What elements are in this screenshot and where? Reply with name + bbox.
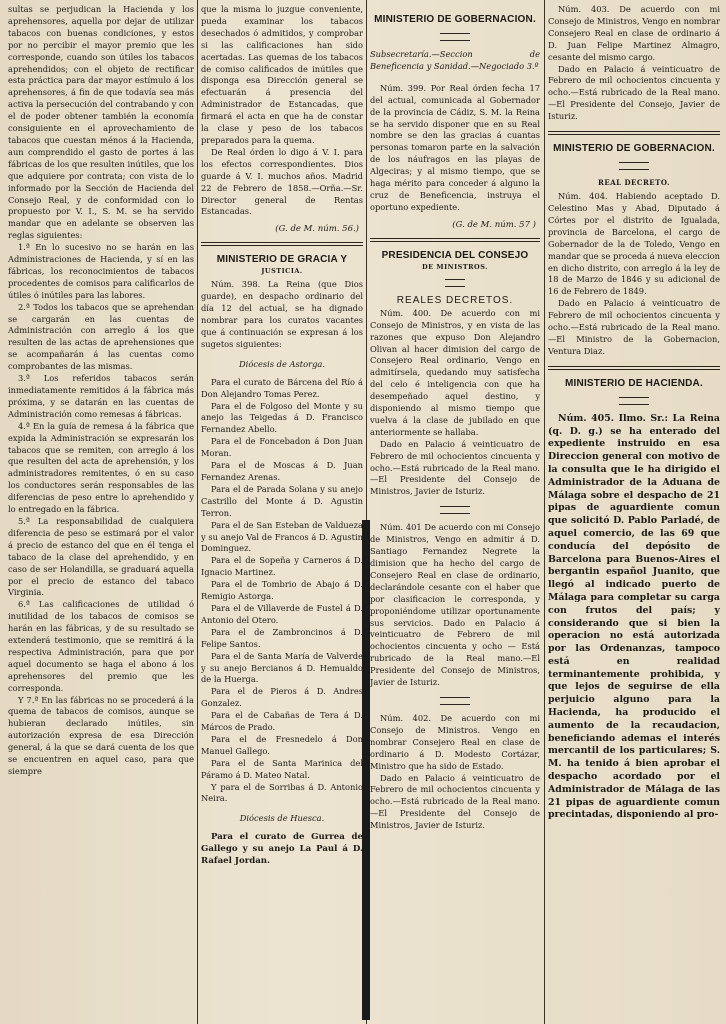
ministry-heading: MINISTERIO DE GOBERNACION. xyxy=(553,143,715,155)
divider xyxy=(370,238,540,242)
divider xyxy=(440,33,470,41)
appointment: Para el de Santa Marinica del Páramo á D. Mateo Natal. xyxy=(201,757,363,780)
decree-404: Núm. 404. Habiendo aceptado D. Celestino Mas y Abad, Diputado á Córtes por el distrito de Igualada, provincia de Barcelona, el cargo de Gobernador de la de Toledo, Vengo en mandar que se proceda á nueva eleccion en dicho distrito, con arreglo á la ley de 18 de Marzo de 1846 y su adicional de 16 de Febrero de 1849. xyxy=(548,191,720,297)
decree-403: Núm. 403. De acuerdo con mi Consejo de Ministros, Vengo en nombrar Consejero Real en clase de ordinario á D. Juan Felipe Martinez Almagro, cesante del mismo cargo. xyxy=(548,4,720,62)
decree-399: Núm. 399. Por Real órden fecha 17 del actual, comunicada al Gobernador de la provincia de Cádiz, S. M. la Reina se ha servido disponer que en su Real nombre se den las gracias á cuantas personas tomaron parte en la salvación de los náufragos en las playas de Algeciras; y al mismo tiempo, que se haga mérito para conceder á alguno la cruz de Beneficencia, instruya el oportuno expediente. xyxy=(370,82,540,212)
appointment: Para el de Tombrio de Abajo á D. Remigio Astorga. xyxy=(201,579,363,602)
paragraph: que la misma lo juzgue conveniente, pueda examinar los tabacos desechados ó admitidos, y comprobar si las calificaciones han sido acertadas. Las quemas de los tabacos de comiso calificados de inútiles que disponga esa Dirección general se efectuarán á presencia del Administrador de Estancadas, que firmará el acta en que ha de constar la clase y peso de los tabacos preparados para la quema. xyxy=(201,4,363,145)
column-4 xyxy=(548,4,720,1020)
rule-2: 2.ª Todos los tabacos que se aprehendan se cargarán en las cuentas de Administración con arreglo á los que resulten de las actas de aprehensiones que se acompañarán á las cuentas como comprobantes de las mismas. xyxy=(8,301,194,372)
appointment: Para el de Pieros á D. Andres Gonzalez. xyxy=(201,686,363,709)
column-rule xyxy=(544,0,545,1024)
decrees-heading: REALES DECRETOS. xyxy=(396,294,514,306)
divider xyxy=(440,697,470,705)
binding-shadow xyxy=(362,520,370,1020)
decree-401: Núm. 401 De acuerdo con mi Consejo de Ministros, Vengo en admitir á D. Santiago Fernandez Negrete la dimision que ha hecho del cargo de Consejero Real en clase de ordinario, declarándole cesante con el haber que por clasificacion le corresponda, y proponiéndome utilizar oportunamente sus servicios. Dado en Palacio á veinticuatro de Febrero de mil ochocientos cincuenta y ocho — Está rubricado de la Real mano.—El Presidente del Consejo de Ministros, Javier de Isturiz. xyxy=(370,522,540,688)
decree-400: Núm. 400. De acuerdo con mi Consejo de Ministros, y en vista de las razones que expuso Don Alejandro Olivan al hacer dimision del cargo de Consejero Real ordinario, Vengo en admitírsela, quedando muy satisfecha del celo é inteligencia con que ha desempeñado aquel destino, y disponiendo al mismo tiempo que vuelva á la clase de jubilado en que anteriormente se hallaba. xyxy=(370,307,540,437)
divider xyxy=(201,242,363,246)
decree-402: Núm. 402. De acuerdo con mi Consejo de Ministros. Vengo en nombrar Consejero Real en clase de ordinario á D. Modesto Cortázar, Ministro que ha sido de Estado. xyxy=(370,712,540,771)
appointment: Para el de San Esteban de Valdueza y su anejo Val de Francos á D. Agustin Dominguez. xyxy=(201,519,363,554)
rule-7: Y 7.ª En las fábricas no se procederá á la quema de tabacos de comisos, aunque se hubieran declarado inútiles, sin autorización expresa de esa Dirección general, á la que se dará cuenta de los que se encuentren en aquel caso, para que siempre xyxy=(8,694,194,776)
divider xyxy=(619,162,649,170)
ministry-heading: MINISTERIO DE GRACIA Y xyxy=(216,254,348,266)
decree-402-signature: Dado en Palacio á veinticuatro de Febrero de mil ochocientos cincuenta y ocho.—Está rubricado de la Real mano.—El Presidente del Consejo de Ministros, Javier de Isturiz. xyxy=(370,772,540,831)
appointment: Y para el de Sorribas á D. Antonio Neira. xyxy=(201,781,363,804)
appointment: Para el de Moscas á D. Juan Fernandez Arenas. xyxy=(201,460,363,482)
column-1 xyxy=(8,4,194,1020)
decree-398: Núm. 398. La Reina (que Dios guarde), en despacho ordinario del día 12 del actual, se ha dignado nombrar para los curatos vacantes que á continuación se expresan á los sugetos siguientes: xyxy=(201,279,363,349)
appointment: Para el curato de Gurrea de Gallego y su anejo La Paul á D. Rafael Jordan. xyxy=(201,832,363,867)
subsecretaria: Subsecretaría.—Seccion de Beneficencia y Sanidad.—Negociado 3.º xyxy=(370,49,540,71)
ministry-heading: MINISTERIO DE HACIENDA. xyxy=(565,377,703,389)
appointment: Para el de Sopeña y Carneros á D. Ignacio Martinez. xyxy=(201,555,363,578)
column-2 xyxy=(201,4,363,1020)
appointment: Para el de Villaverde de Fustel á D. Antonio del Otero. xyxy=(201,602,363,625)
appointment: Para el de Santa María de Valverde y su anejo Bercianos á D. Hemualdo de la Huerga. xyxy=(201,650,363,685)
rule-3: 3.ª Los referidos tabacos serán inmediatamente remitidos á la fábrica más próxima, y se datarán en las cuentas de Administración como remesas á fábricas. xyxy=(8,373,194,419)
citation: (G. de M. núm. 57 ) xyxy=(452,219,536,230)
column-3 xyxy=(370,4,540,1020)
presidency-heading: PRESIDENCIA DEL CONSEJO xyxy=(381,249,529,261)
appointment: Para el curato de Bárcena del Río á Don Alejandro Tomas Perez. xyxy=(201,376,363,399)
citation: (G. de M. núm. 56.) xyxy=(275,224,359,235)
appointment: Para el de Cabañas de Tera á D. Márcos de Prado. xyxy=(201,710,363,733)
divider xyxy=(440,506,470,514)
diocese-heading: Diócesis de Huesca. xyxy=(239,813,325,824)
appointment: Para el de Foncebadon á Don Juan Moran. xyxy=(201,436,363,459)
appointment-list xyxy=(201,377,363,806)
appointment: Para el de Folgoso del Monte y su anejo las Teigedas á D. Francisco Fernandez Abello. xyxy=(201,400,363,435)
closing: De Real órden lo digo á V. I. para los efectos correspondientes. Dios guarde á V. I. muchos años. Madrid 22 de Febrero de 1858.—Orña.—Sr. Director general de Rentas Estancadas. xyxy=(201,146,363,217)
decree-403-signature: Dado en Palacio á veinticuatro de Febrero de mil ochocientos cincuenta y ocho.—Está rubricado de la Real mano.—El Presidente del Consejo, Javier de Isturiz. xyxy=(548,63,720,122)
rule-5: 5.ª La responsabilidad de cualquiera diferencia de peso se estimará por el valor á precio de estanco del que en él tenga el tabaco de la clase del aprehendido, y en caso de ser Holandilla, se graduará aquella por el precio de estanco del tabaco Virginia. xyxy=(8,515,194,598)
decree-405: Núm. 405. Ilmo. Sr.: La Reina (q. D. g.) se ha enterado del expediente instruido en esa Direccion general con motivo de la consulta que le ha dirigido el Administrador de la Aduana de Málaga sobre el despacho de 21 pipas de aguardiente comun que solicitó D. Pablo Parladé, de aquel comercio, de las 69 que conducía del depósito de Barcelona para Buenos-Aires el bergantin español Juanito, que llegó al indicado puerto de Málaga para completar su carga con frutos del país; y considerando que si bien la operacion no está autorizada por las Ordenanzas, tampoco está en realidad terminantemente prohibida, y que lejos de seguirse de ella perjuicio alguno para la Hacienda, ha producido el aumento de la recaudacion, beneficiando ademas el interés mercantil de los particulares; S. M. ha tenido á bien aprobar el despacho acordado por el Administrador de Málaga de las 21 pipas de aguardiente comun precintadas, disponiendo al pro- xyxy=(548,412,720,821)
rule-4: 4.ª En la guía de remesa á la fábrica que expida la Administración se expresarán los tabacos que se remiten, con arreglo á los que resulten del acta de aprehensión, y los administradores remitentes, ó en su caso los conductores serán responsables de las diferencias de peso entre lo aprehendido y lo entregado en la fábrica. xyxy=(8,420,194,515)
diocese-heading: Diócesis de Astorga. xyxy=(239,358,325,369)
ministry-heading: MINISTERIO DE GOBERNACION. xyxy=(374,14,536,25)
appointment: Para el de Parada Solana y su anejo Castrillo del Monte á D. Agustin Terron. xyxy=(201,483,363,518)
ministry-subheading: JUSTICIA. xyxy=(261,267,303,276)
rule-6: 6.ª Las calificaciones de utilidad ó inutilidad de los tabacos de comisos se harán en las fábricas, y de su resultado se extenderá testimonio, que se remitirá á la respectiva Administración, para que por aquel documento se haga el abono á los aprehensores del premio que les corresponda. xyxy=(8,599,194,693)
appointment: Para el de Fresnedelo á Don Manuel Gallego. xyxy=(201,733,363,756)
divider xyxy=(619,397,649,405)
paragraph: sultas se perjudican la Hacienda y los aprehensores, aquella por dejar de utilizar tabacos con buenas condiciones, y estos por no percibir el mayor premio que les corresponde, cuando son útiles los tabacos aprehendidos; con el objeto de rectificar esta práctica para dar mayor estímulo á los aprehensores, á fin de que todavía sea más activa la persecución del contrabando y con el de poder obtener también la economía consiguiente en el aprovechamiento de tabacos que cuestan ménos á la Hacienda, aun comprendido el gasto de portes á las fábricas de los que resulten inútiles, que los que adquiere por contrata; con vista de lo informado por la Sección de Hacienda del Consejo Real, y de conformidad con lo propuesto por V. I., S. M. se ha servido mandar que en adelante se observen las reglas siguientes: xyxy=(8,4,194,241)
decree-heading: REAL DECRETO. xyxy=(598,178,670,188)
decree-400-signature: Dado en Palacio á veinticuatro de Febrero de mil ochocientos cincuenta y ocho.—Está rubricado de la Real mano.—El Presidente del Consejo de Ministros, Javier de Isturiz. xyxy=(370,438,540,497)
appointment: Para el de Zambroncinos á D. Felipe Santos. xyxy=(201,626,363,649)
column-rule xyxy=(197,0,198,1024)
presidency-subheading: DE MINISTROS. xyxy=(422,262,488,271)
divider xyxy=(548,366,720,370)
rule-1: 1.ª En lo sucesivo no se harán en las Administraciones de Hacienda, y sí en las fábricas, los reconocimientos de tabacos procedentes de comisos para calificarlos de útiles ó inútiles para las labores. xyxy=(8,242,194,300)
divider xyxy=(548,131,720,135)
divider xyxy=(445,279,465,287)
decree-404-signature: Dado en Palacio á veinticuatro de Febrero de mil ochocientos cincuenta y ocho.—Está rubricado de la Real mano.—El Ministro de la Gobernacion, Ventura Diaz. xyxy=(548,298,720,356)
